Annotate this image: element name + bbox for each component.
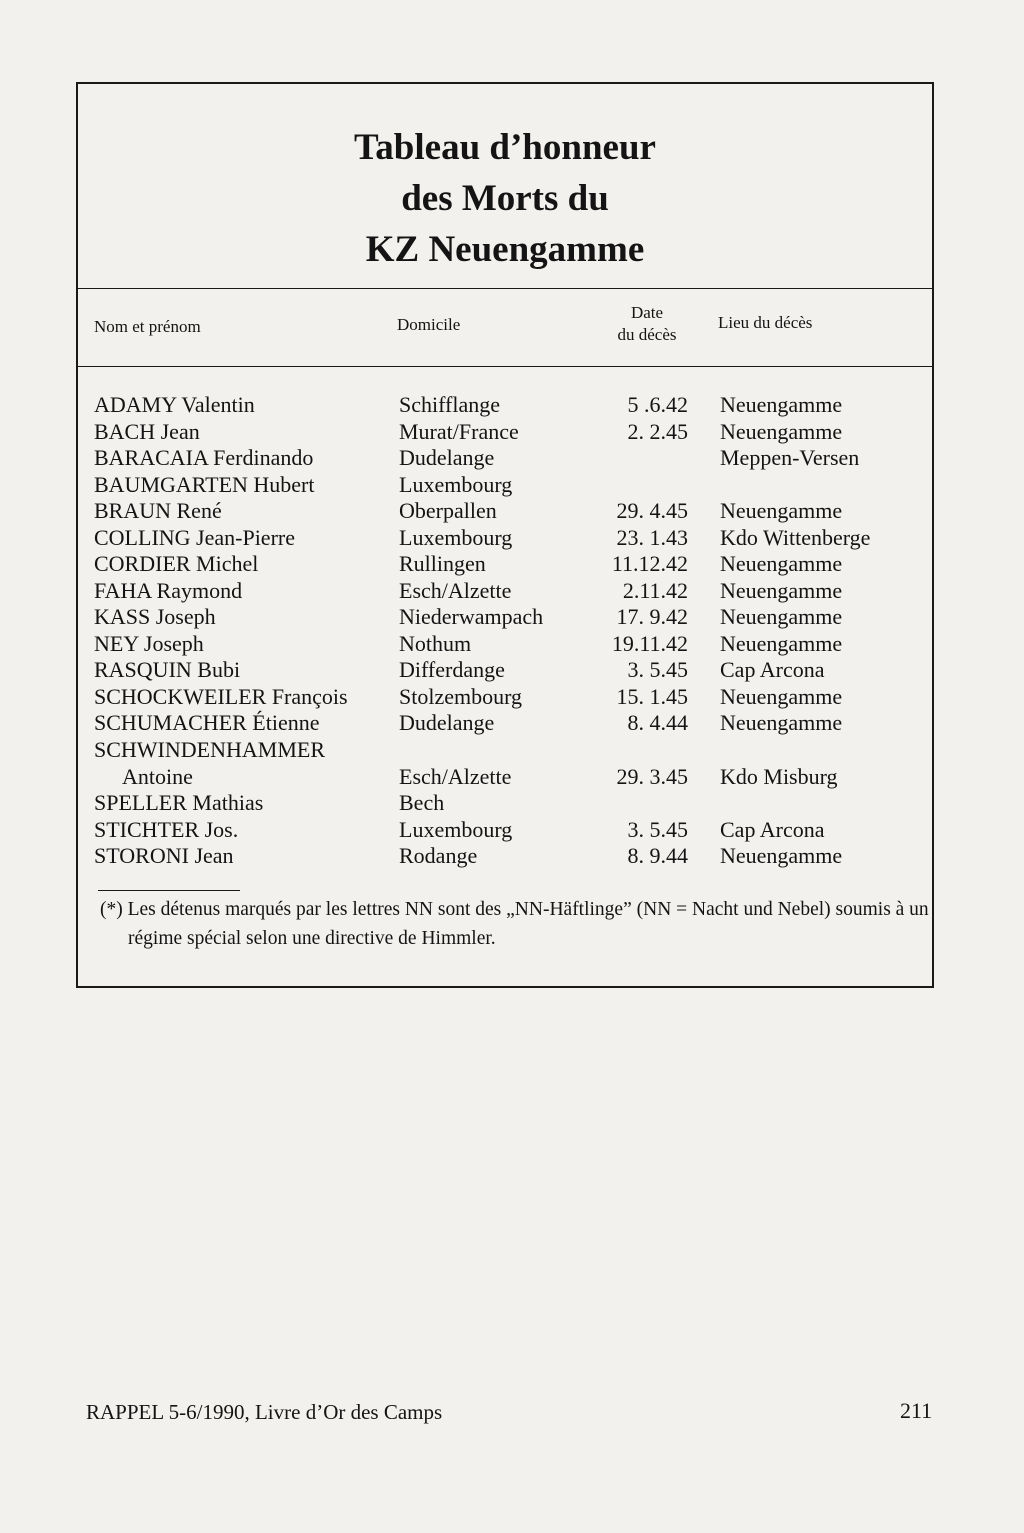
cell-place: Meppen-Versen bbox=[720, 445, 860, 470]
cell-place: Cap Arcona bbox=[720, 817, 825, 842]
table-row bbox=[78, 709, 932, 736]
cell-place: Neuengamme bbox=[720, 392, 843, 417]
cell-domicile: Rullingen bbox=[399, 551, 486, 576]
cell-domicile: Differdange bbox=[399, 657, 505, 682]
cell-domicile: Esch/Alzette bbox=[399, 578, 512, 603]
cell-name: KASS Joseph bbox=[94, 604, 216, 629]
cell-place: Neuengamme bbox=[720, 710, 843, 735]
cell-place: Neuengamme bbox=[720, 419, 843, 444]
table-row bbox=[78, 789, 932, 816]
cell-name: STORONI Jean bbox=[94, 843, 234, 868]
cell-date: 5 .6.42 bbox=[627, 392, 688, 417]
cell-name: CORDIER Michel bbox=[94, 551, 259, 576]
cell-name: ADAMY Valentin bbox=[94, 392, 255, 417]
cell-date: 8. 9.44 bbox=[627, 843, 688, 868]
cell-date: 29. 3.45 bbox=[616, 764, 688, 789]
cell-domicile: Luxembourg bbox=[399, 817, 513, 842]
header-bottom-rule bbox=[78, 366, 932, 367]
cell-place: Neuengamme bbox=[720, 631, 843, 656]
table-row bbox=[78, 630, 932, 657]
header-name: Nom et prénom bbox=[94, 317, 201, 336]
cell-domicile: Nothum bbox=[399, 631, 472, 656]
cell-date: 8. 4.44 bbox=[627, 710, 688, 735]
cell-place: Neuengamme bbox=[720, 551, 843, 576]
page-number: 211 bbox=[900, 1398, 933, 1423]
cell-name: SCHOCKWEILER François bbox=[94, 684, 348, 709]
table-row bbox=[78, 842, 932, 869]
cell-domicile: Murat/France bbox=[399, 419, 519, 444]
cell-place: Neuengamme bbox=[720, 843, 843, 868]
cell-date: 15. 1.45 bbox=[616, 684, 688, 709]
table-row bbox=[78, 391, 932, 418]
cell-place: Neuengamme bbox=[720, 684, 843, 709]
cell-place: Kdo Misburg bbox=[720, 764, 838, 789]
cell-name: BACH Jean bbox=[94, 419, 200, 444]
cell-name: SPELLER Mathias bbox=[94, 790, 264, 815]
cell-date: 17. 9.42 bbox=[616, 604, 688, 629]
header-date-line-1: Date bbox=[630, 303, 664, 322]
table-row bbox=[78, 736, 932, 763]
cell-date: 3. 5.45 bbox=[627, 657, 688, 682]
table-row bbox=[78, 471, 932, 498]
cell-domicile: Stolzembourg bbox=[399, 684, 523, 709]
cell-domicile: Luxembourg bbox=[399, 525, 513, 550]
cell-date: 2. 2.45 bbox=[627, 419, 688, 444]
table-row bbox=[78, 550, 932, 577]
cell-name: RASQUIN Bubi bbox=[94, 657, 241, 682]
title-line-2: des Morts du bbox=[401, 178, 609, 219]
page-title bbox=[78, 122, 932, 275]
cell-domicile: Rodange bbox=[399, 843, 478, 868]
cell-name: SCHWINDENHAMMER bbox=[94, 737, 325, 762]
cell-place: Neuengamme bbox=[720, 498, 843, 523]
cell-domicile: Esch/Alzette bbox=[399, 764, 512, 789]
cell-place: Neuengamme bbox=[720, 578, 843, 603]
table-row bbox=[78, 444, 932, 471]
table-row bbox=[78, 656, 932, 683]
cell-date: 3. 5.45 bbox=[627, 817, 688, 842]
cell-name: BAUMGARTEN Hubert bbox=[94, 472, 315, 497]
table-row bbox=[78, 524, 932, 551]
header-date bbox=[602, 302, 692, 346]
cell-name: BARACAIA Ferdinando bbox=[94, 445, 314, 470]
cell-name: COLLING Jean-Pierre bbox=[94, 525, 295, 550]
header-domicile: Domicile bbox=[397, 315, 461, 334]
table-row bbox=[78, 603, 932, 630]
cell-date: 2.11.42 bbox=[622, 578, 688, 603]
header-top-rule bbox=[78, 288, 932, 289]
cell-domicile: Schifflange bbox=[399, 392, 501, 417]
cell-name: Antoine bbox=[122, 764, 193, 789]
cell-place: Cap Arcona bbox=[720, 657, 825, 682]
cell-domicile: Dudelange bbox=[399, 710, 495, 735]
cell-place: Neuengamme bbox=[720, 604, 843, 629]
cell-name: STICHTER Jos. bbox=[94, 817, 239, 842]
table-row bbox=[78, 683, 932, 710]
cell-name: NEY Joseph bbox=[94, 631, 204, 656]
cell-name: FAHA Raymond bbox=[94, 578, 243, 603]
header-place: Lieu du décès bbox=[718, 313, 813, 332]
cell-domicile: Niederwampach bbox=[399, 604, 544, 629]
footer-source: RAPPEL 5-6/1990, Livre d’Or des Camps bbox=[86, 1400, 443, 1424]
cell-name: BRAUN René bbox=[94, 498, 222, 523]
cell-name: SCHUMACHER Étienne bbox=[94, 710, 320, 735]
table-row bbox=[78, 577, 932, 604]
cell-domicile: Dudelange bbox=[399, 445, 495, 470]
header-date-line-2: du décès bbox=[617, 325, 677, 344]
table-row bbox=[78, 816, 932, 843]
cell-date: 23. 1.43 bbox=[616, 525, 688, 550]
cell-domicile: Bech bbox=[399, 790, 445, 815]
cell-date: 11.12.42 bbox=[611, 551, 688, 576]
footnote-rule bbox=[98, 890, 240, 891]
title-line-3: KZ Neuengamme bbox=[365, 229, 645, 270]
cell-domicile: Luxembourg bbox=[399, 472, 513, 497]
cell-date: 19.11.42 bbox=[611, 631, 688, 656]
table-row bbox=[78, 418, 932, 445]
table-row bbox=[78, 763, 932, 790]
title-line-1: Tableau d’honneur bbox=[354, 127, 656, 168]
honor-roll-frame bbox=[76, 82, 934, 988]
footnote: (*) Les détenus marqués par les lettres NN sont des „NN-Häftlinge” (NN = Nacht und Nebel) soumis à un régime spécial selon une directive de Himmler. bbox=[100, 899, 929, 949]
cell-domicile: Oberpallen bbox=[399, 498, 497, 523]
cell-date: 29. 4.45 bbox=[616, 498, 688, 523]
cell-place: Kdo Wittenberge bbox=[720, 525, 871, 550]
table-row bbox=[78, 497, 932, 524]
